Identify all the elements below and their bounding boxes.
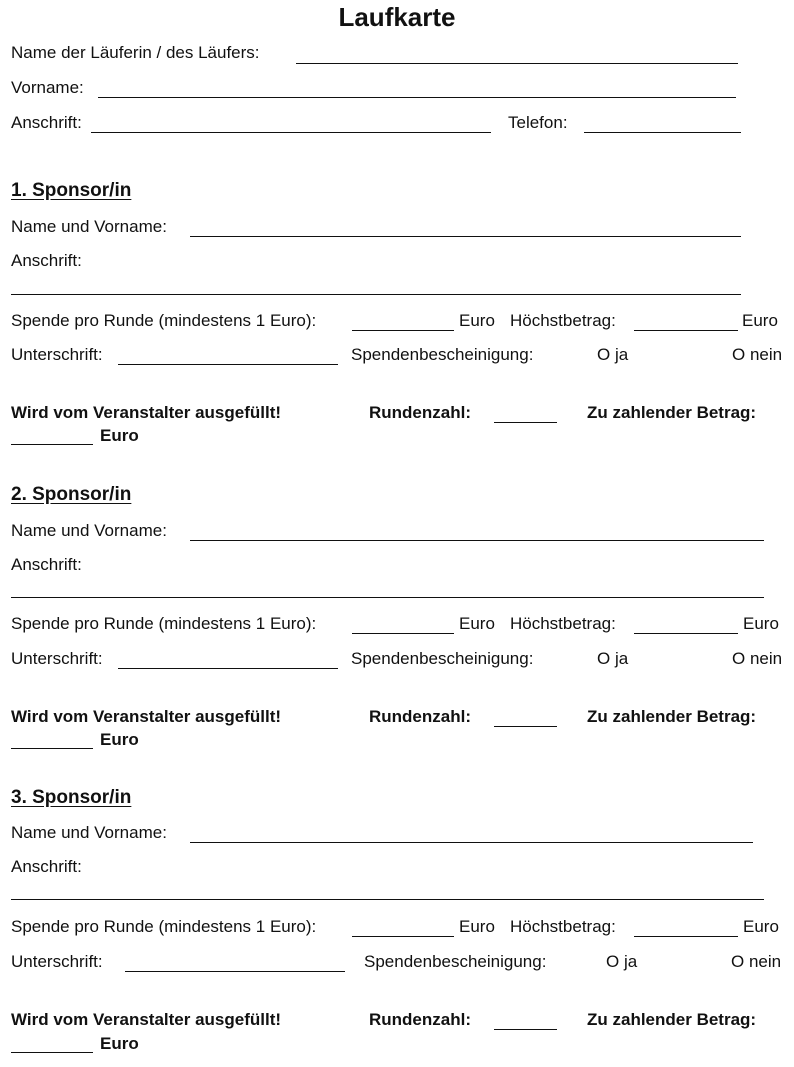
sponsor-2-rounds-field[interactable]	[494, 726, 557, 727]
sponsor-2-per-round-currency: Euro	[459, 614, 495, 633]
sponsor-2-per-round-field[interactable]	[352, 633, 454, 634]
sponsor-3-address-label: Anschrift:	[11, 857, 82, 876]
sponsor-2-amount-field[interactable]	[11, 748, 93, 749]
sponsor-3-heading: 3. Sponsor/in	[11, 787, 132, 808]
sponsor-3-rounds-field[interactable]	[494, 1029, 557, 1030]
sponsor-1-receipt-yes-option[interactable]: O ja	[597, 345, 629, 364]
sponsor-2-name-label: Name und Vorname:	[11, 521, 167, 540]
runner-address-label: Anschrift:	[11, 113, 82, 132]
sponsor-3-name-field[interactable]	[190, 842, 753, 843]
sponsor-2-signature-field[interactable]	[118, 668, 338, 669]
sponsor-3-per-round-currency: Euro	[459, 917, 495, 936]
sponsor-1-per-round-label: Spende pro Runde (mindestens 1 Euro):	[11, 311, 317, 330]
sponsor-2-address-field[interactable]	[11, 597, 764, 598]
sponsor-1-max-currency: Euro	[742, 311, 778, 330]
runner-phone-field[interactable]	[584, 132, 741, 133]
sponsor-3-amount-field[interactable]	[11, 1052, 93, 1053]
sponsor-2-name-field[interactable]	[190, 540, 764, 541]
sponsor-1-receipt-no-option[interactable]: O nein	[732, 345, 783, 364]
sponsor-1-receipt-label: Spendenbescheinigung:	[351, 345, 534, 364]
sponsor-3-amount-currency: Euro	[100, 1034, 139, 1053]
runner-name-label: Name der Läuferin / des Läufers:	[11, 43, 260, 62]
sponsor-2-amount-label: Zu zahlender Betrag:	[587, 707, 757, 726]
sponsor-1-address-label: Anschrift:	[11, 251, 82, 270]
sponsor-2-receipt-yes-option[interactable]: O ja	[597, 649, 629, 668]
sponsor-1-name-label: Name und Vorname:	[11, 217, 167, 236]
sponsor-1-rounds-field[interactable]	[494, 422, 557, 423]
sponsor-2-max-field[interactable]	[634, 633, 738, 634]
sponsor-2-signature-label: Unterschrift:	[11, 649, 103, 668]
sponsor-1-signature-field[interactable]	[118, 364, 338, 365]
sponsor-3-max-label: Höchstbetrag:	[510, 917, 616, 936]
sponsor-2-organizer-note: Wird vom Veranstalter ausgefüllt!	[11, 707, 282, 726]
sponsor-3-rounds-label: Rundenzahl:	[369, 1010, 471, 1029]
sponsor-2-receipt-no-option[interactable]: O nein	[732, 649, 783, 668]
sponsor-3-per-round-label: Spende pro Runde (mindestens 1 Euro):	[11, 917, 317, 936]
page-title: Laufkarte	[338, 2, 456, 32]
sponsor-2-receipt-label: Spendenbescheinigung:	[351, 649, 534, 668]
sponsor-3-receipt-yes-option[interactable]: O ja	[606, 952, 638, 971]
sponsor-3-amount-label: Zu zahlender Betrag:	[587, 1010, 757, 1029]
sponsor-1-per-round-currency: Euro	[459, 311, 495, 330]
runner-vorname-label: Vorname:	[11, 78, 84, 97]
runner-phone-label: Telefon:	[508, 113, 568, 132]
sponsor-1-organizer-note: Wird vom Veranstalter ausgefüllt!	[11, 403, 282, 422]
sponsor-3-address-field[interactable]	[11, 899, 764, 900]
sponsor-1-rounds-label: Rundenzahl:	[369, 403, 471, 422]
sponsor-2-max-label: Höchstbetrag:	[510, 614, 616, 633]
sponsor-2-amount-currency: Euro	[100, 730, 139, 749]
sponsor-3-signature-field[interactable]	[125, 971, 345, 972]
sponsor-3-organizer-note: Wird vom Veranstalter ausgefüllt!	[11, 1010, 282, 1029]
sponsor-1-amount-currency: Euro	[100, 426, 139, 445]
sponsor-1-signature-label: Unterschrift:	[11, 345, 103, 364]
runner-name-field[interactable]	[296, 63, 738, 64]
runner-address-field[interactable]	[91, 132, 491, 133]
sponsor-1-address-field[interactable]	[11, 294, 741, 295]
sponsor-2-max-currency: Euro	[743, 614, 779, 633]
sponsor-3-max-field[interactable]	[634, 936, 738, 937]
sponsor-3-signature-label: Unterschrift:	[11, 952, 103, 971]
sponsor-3-receipt-no-option[interactable]: O nein	[731, 952, 782, 971]
sponsor-2-heading: 2. Sponsor/in	[11, 484, 132, 505]
sponsor-2-rounds-label: Rundenzahl:	[369, 707, 471, 726]
sponsor-3-per-round-field[interactable]	[352, 936, 454, 937]
sponsor-1-per-round-field[interactable]	[352, 330, 454, 331]
sponsor-1-max-label: Höchstbetrag:	[510, 311, 616, 330]
sponsor-1-name-field[interactable]	[190, 236, 741, 237]
sponsor-2-address-label: Anschrift:	[11, 555, 82, 574]
sponsor-3-max-currency: Euro	[743, 917, 779, 936]
sponsor-1-max-field[interactable]	[634, 330, 738, 331]
sponsor-2-per-round-label: Spende pro Runde (mindestens 1 Euro):	[11, 614, 317, 633]
sponsor-1-amount-label: Zu zahlender Betrag:	[587, 403, 757, 422]
runner-vorname-field[interactable]	[98, 97, 736, 98]
sponsor-1-amount-field[interactable]	[11, 444, 93, 445]
sponsor-3-name-label: Name und Vorname:	[11, 823, 167, 842]
sponsor-1-heading: 1. Sponsor/in	[11, 180, 132, 201]
sponsor-3-receipt-label: Spendenbescheinigung:	[364, 952, 547, 971]
